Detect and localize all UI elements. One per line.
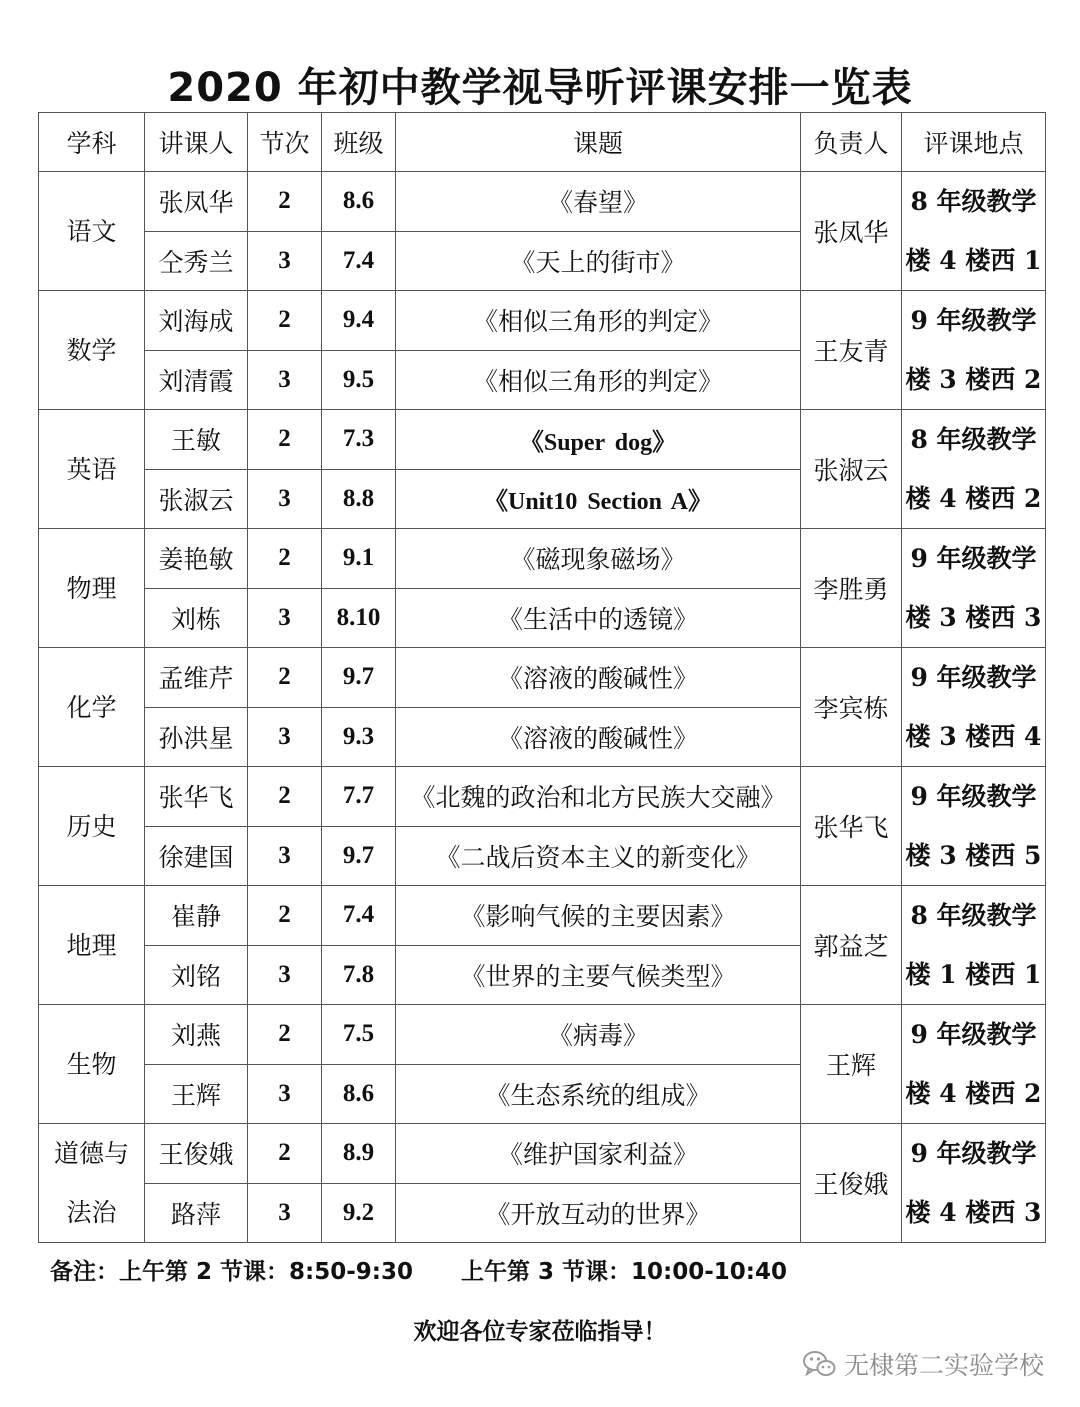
- place-cell: [902, 1005, 1046, 1124]
- teacher-cell: 孟维芹: [145, 648, 248, 708]
- table-header-row: [39, 113, 1046, 172]
- teacher-cell: 刘海成: [145, 291, 248, 351]
- period-cell: 2: [248, 1124, 322, 1184]
- topic-cell: 《开放互动的世界》: [396, 1183, 801, 1243]
- class-cell: 9.7: [322, 648, 396, 708]
- table-row: [39, 291, 1046, 351]
- notes: [50, 1253, 787, 1286]
- period-cell: 2: [248, 886, 322, 946]
- period-cell: 3: [248, 1183, 322, 1243]
- subject-cell: 道德与 法治: [39, 1124, 145, 1243]
- note-period-3: 上午第 3 节课：10:00-10:40: [460, 1259, 787, 1285]
- topic-cell: 《维护国家利益》: [396, 1124, 801, 1184]
- class-cell: 9.4: [322, 291, 396, 351]
- place-line: 8 年级教学: [910, 187, 1037, 216]
- teacher-cell: 刘栋: [145, 588, 248, 648]
- class-cell: 8.8: [322, 469, 396, 529]
- place-line: 9 年级教学: [910, 782, 1037, 811]
- table-row: [39, 767, 1046, 827]
- period-cell: 3: [248, 1064, 322, 1124]
- period-cell: 2: [248, 529, 322, 589]
- class-cell: 9.1: [322, 529, 396, 589]
- topic-cell: 《二战后资本主义的新变化》: [396, 826, 801, 886]
- header-class: 班级: [322, 113, 396, 172]
- place-cell: [902, 1124, 1046, 1243]
- place-cell: [902, 648, 1046, 767]
- place-cell: [902, 410, 1046, 529]
- place-line: 9 年级教学: [910, 663, 1037, 692]
- header-topic: 课题: [396, 113, 801, 172]
- topic-cell: 《世界的主要气候类型》: [396, 945, 801, 1005]
- class-cell: 7.5: [322, 1005, 396, 1065]
- teacher-cell: 崔静: [145, 886, 248, 946]
- wechat-icon: [802, 1349, 836, 1379]
- place-cell: [902, 767, 1046, 886]
- header-subject: 学科: [39, 113, 145, 172]
- owner-cell: 郭益芝: [801, 886, 902, 1005]
- teacher-cell: 刘铭: [145, 945, 248, 1005]
- welcome-text: 欢迎各位专家莅临指导！: [413, 1319, 667, 1345]
- place-line: 9 年级教学: [910, 544, 1037, 573]
- topic-cell: 《天上的街市》: [396, 231, 801, 291]
- table-body: [39, 172, 1046, 1243]
- header-owner: 负责人: [801, 113, 902, 172]
- topic-cell: 《Super dog》: [396, 410, 801, 470]
- place-line: 9 年级教学: [910, 306, 1037, 335]
- class-cell: 7.7: [322, 767, 396, 827]
- place-cell: [902, 529, 1046, 648]
- teacher-cell: 路萍: [145, 1183, 248, 1243]
- place-line: 9 年级教学: [910, 1020, 1037, 1049]
- class-cell: 9.3: [322, 707, 396, 767]
- period-cell: 2: [248, 1005, 322, 1065]
- watermark-text: 无棣第二实验学校: [843, 1351, 1044, 1380]
- page-title: 2020 年初中教学视导听评课安排一览表: [167, 65, 913, 111]
- period-cell: 3: [248, 826, 322, 886]
- topic-cell: 《相似三角形的判定》: [396, 291, 801, 351]
- topic-cell: 《磁现象磁场》: [396, 529, 801, 589]
- teacher-cell: 徐建国: [145, 826, 248, 886]
- teacher-cell: 王俊娥: [145, 1124, 248, 1184]
- place-line: 楼 3 楼西 5: [905, 841, 1042, 870]
- class-cell: 8.6: [322, 1064, 396, 1124]
- topic-cell: 《生态系统的组成》: [396, 1064, 801, 1124]
- teacher-cell: 王辉: [145, 1064, 248, 1124]
- teacher-cell: 刘清霞: [145, 350, 248, 410]
- teacher-cell: 孙洪星: [145, 707, 248, 767]
- subject-cell: 生物: [39, 1005, 145, 1124]
- period-cell: 3: [248, 588, 322, 648]
- teacher-cell: 刘燕: [145, 1005, 248, 1065]
- place-line: 楼 4 楼西 1: [905, 246, 1042, 275]
- subject-cell: 语文: [39, 172, 145, 291]
- owner-cell: 王友青: [801, 291, 902, 410]
- table-row: [39, 172, 1046, 232]
- period-cell: 2: [248, 648, 322, 708]
- class-cell: 8.6: [322, 172, 396, 232]
- period-cell: 3: [248, 350, 322, 410]
- topic-cell: 《Unit10 Section A》: [396, 469, 801, 529]
- place-cell: [902, 886, 1046, 1005]
- schedule-table: [38, 112, 1046, 1243]
- watermark: [802, 1346, 1044, 1382]
- period-cell: 2: [248, 767, 322, 827]
- topic-cell: 《春望》: [396, 172, 801, 232]
- place-cell: [902, 291, 1046, 410]
- class-cell: 7.3: [322, 410, 396, 470]
- topic-cell: 《生活中的透镜》: [396, 588, 801, 648]
- owner-cell: 王辉: [801, 1005, 902, 1124]
- period-cell: 2: [248, 172, 322, 232]
- header-place: 评课地点: [902, 113, 1046, 172]
- period-cell: 3: [248, 469, 322, 529]
- note-period-2: 备注：上午第 2 节课：8:50-9:30: [50, 1259, 413, 1285]
- class-cell: 7.8: [322, 945, 396, 1005]
- subject-cell: 英语: [39, 410, 145, 529]
- owner-cell: 张华飞: [801, 767, 902, 886]
- class-cell: 7.4: [322, 886, 396, 946]
- class-cell: 8.10: [322, 588, 396, 648]
- period-cell: 3: [248, 945, 322, 1005]
- place-line: 楼 3 楼西 3: [905, 603, 1042, 632]
- owner-cell: 李胜勇: [801, 529, 902, 648]
- topic-cell: 《北魏的政治和北方民族大交融》: [396, 767, 801, 827]
- table-row: [39, 410, 1046, 470]
- topic-cell: 《病毒》: [396, 1005, 801, 1065]
- teacher-cell: 仝秀兰: [145, 231, 248, 291]
- place-line: 9 年级教学: [910, 1139, 1037, 1168]
- owner-cell: 李宾栋: [801, 648, 902, 767]
- period-cell: 2: [248, 291, 322, 351]
- topic-cell: 《溶液的酸碱性》: [396, 648, 801, 708]
- class-cell: 9.2: [322, 1183, 396, 1243]
- subject-cell: 物理: [39, 529, 145, 648]
- class-cell: 9.5: [322, 350, 396, 410]
- table-row: [39, 529, 1046, 589]
- place-line: 楼 4 楼西 2: [905, 1079, 1042, 1108]
- subject-cell: 地理: [39, 886, 145, 1005]
- teacher-cell: 王敏: [145, 410, 248, 470]
- place-line: 8 年级教学: [910, 425, 1037, 454]
- subject-cell: 化学: [39, 648, 145, 767]
- table-row: [39, 886, 1046, 946]
- subject-cell: 历史: [39, 767, 145, 886]
- class-cell: 9.7: [322, 826, 396, 886]
- place-cell: [902, 172, 1046, 291]
- table-row: [39, 1124, 1046, 1184]
- place-line: 楼 4 楼西 2: [905, 484, 1042, 513]
- period-cell: 2: [248, 410, 322, 470]
- teacher-cell: 张华飞: [145, 767, 248, 827]
- place-line: 楼 4 楼西 3: [905, 1198, 1042, 1227]
- table-row: [39, 1005, 1046, 1065]
- teacher-cell: 姜艳敏: [145, 529, 248, 589]
- owner-cell: 张凤华: [801, 172, 902, 291]
- topic-cell: 《相似三角形的判定》: [396, 350, 801, 410]
- period-cell: 3: [248, 707, 322, 767]
- class-cell: 8.9: [322, 1124, 396, 1184]
- place-line: 楼 3 楼西 2: [905, 365, 1042, 394]
- class-cell: 7.4: [322, 231, 396, 291]
- period-cell: 3: [248, 231, 322, 291]
- place-line: 楼 3 楼西 4: [905, 722, 1042, 751]
- teacher-cell: 张凤华: [145, 172, 248, 232]
- table-row: [39, 648, 1046, 708]
- place-line: 8 年级教学: [910, 901, 1037, 930]
- place-line: 楼 1 楼西 1: [905, 960, 1042, 989]
- header-period: 节次: [248, 113, 322, 172]
- header-teacher: 讲课人: [145, 113, 248, 172]
- owner-cell: 王俊娥: [801, 1124, 902, 1243]
- topic-cell: 《影响气候的主要因素》: [396, 886, 801, 946]
- teacher-cell: 张淑云: [145, 469, 248, 529]
- subject-cell: 数学: [39, 291, 145, 410]
- owner-cell: 张淑云: [801, 410, 902, 529]
- topic-cell: 《溶液的酸碱性》: [396, 707, 801, 767]
